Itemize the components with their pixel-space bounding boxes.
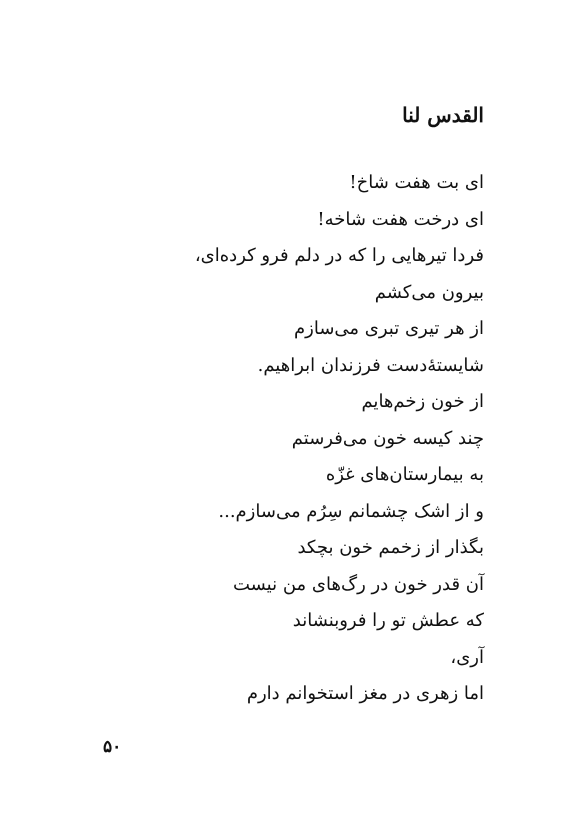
poem-line: از هر تیری تبری می‌سازم	[294, 318, 484, 339]
poem-line: ای درخت هفت شاخه!	[317, 208, 484, 230]
poem-line: و از اشک چشمانم سِرُم می‌سازم...	[218, 500, 484, 522]
poem-line: بگذار از زخمم خون بچکد	[297, 537, 484, 558]
poem-body	[195, 165, 484, 713]
poem-line: فردا تیرهایی را که در دلم فرو کرده‌ای،	[194, 245, 484, 266]
page-number: ۵۰	[103, 737, 122, 757]
poem-line: اما زهری در مغز استخوانم دارم	[246, 683, 484, 704]
poem-line: آری،	[450, 646, 484, 668]
poem-line: ای بت هفت شاخ!	[349, 172, 484, 193]
poem-line: چند کیسه خون می‌فرستم	[291, 427, 484, 449]
poem-line: شایستهٔ‌دست فرزندان ابراهیم.	[257, 354, 484, 376]
poem-line: بیرون می‌کشم	[374, 281, 484, 303]
poem-line: به بیمارستان‌های غزّه	[325, 464, 484, 485]
poem-line: از خون زخم‌هایم	[361, 391, 484, 412]
poem-line: که عطش تو را فروبنشاند	[292, 610, 484, 631]
poem-line: آن قدر خون در رگ‌های من نیست	[232, 573, 484, 595]
poem-title: القدس لنا	[402, 103, 484, 127]
